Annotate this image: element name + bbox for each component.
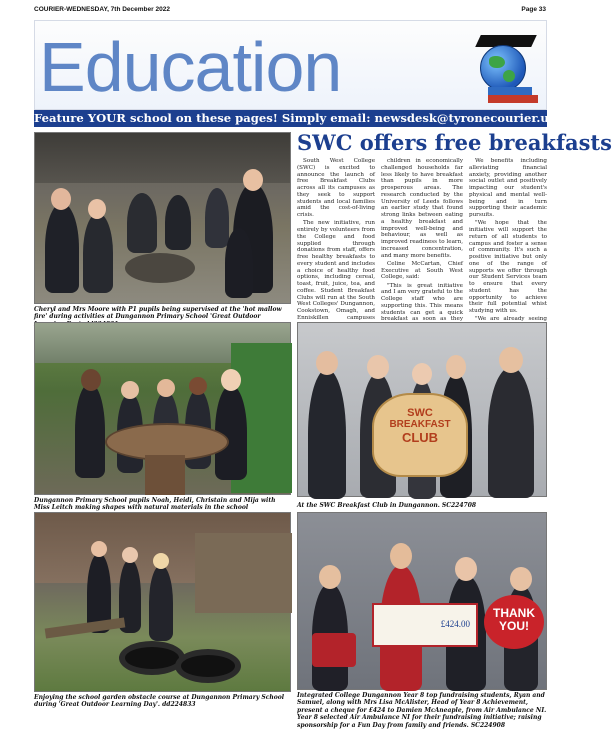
breakfast-club-sign: SWC BREAKFAST CLUB: [372, 393, 468, 477]
article-column-3: We benefits including alleviating financial anxiety, providing another social outlet and positively impacting our student's physical and mental well-being and in turn supporting their academic pursuits. "We hope that the initiative will support the return of all students to campus and foster a sense of community. It's such a positive initiative but only one of the range of supports we offer through our Student Services team to ensure that every student has the opportunity to achieve their full potential whist studying with us. "We are already seeing: [469, 158, 547, 323]
issue-date: COURIER-WEDNESDAY, 7th December 2022: [34, 6, 170, 13]
photo4-caption: Enjoying the school garden obstacle course at Dungannon Primary School during 'Great Outdoor Learning Day'. dd224833: [34, 694, 285, 709]
helicopter-model: [312, 633, 356, 667]
photo-fire-activity: [34, 132, 291, 304]
book-icon: [488, 87, 532, 95]
article-column-2: children in economically challenged households far less likely to have breakfast than pupils in more prosperous areas. The research conducted by the University of Leeds follows an earlier study that found strong links between eating a healthy breakfast and improved well-being and behaviour, as well as improved readiness to learn, increased concentration, and many more benefits. Celine McCartan, Chief Executive at South West College, said: "This is great initiative and I am very grateful to the College staff who are supporting this. This means students can get a quick breakfast as soon as they: [381, 158, 463, 323]
cheque: £424.00: [372, 603, 478, 647]
globe-icon: [480, 45, 526, 91]
photo5-caption: Integrated College Dungannon Year 8 top fundraising students, Ryan and Samuel, along with Mrs Lisa McAlister, Head of Year 8 Achievement, present a cheque for £424 to Damien McAneaple, from Air Ambulance NI. Year 8 selected Air Ambulance NI for their fundraising initiative; raising sponsorship for a Fun Day from family and friends. SC224908: [297, 692, 547, 729]
photo2-caption: Dungannon Primary School pupils Noah, Heidi, Christain and Mija with Miss Leitch making shapes with natural materials in the school: [34, 497, 276, 512]
page-number: Page 33: [521, 6, 546, 13]
thank-you-sign: THANK YOU!: [484, 595, 544, 649]
photo-school-garden: [34, 322, 291, 495]
photo-breakfast-club: [297, 322, 547, 497]
photo-obstacle-course: [34, 512, 291, 692]
section-banner: [34, 20, 547, 110]
book-icon: [488, 95, 538, 103]
article-column-1: South West College (SWC) is excited to announce the launch of free Breakfast Clubs across all its campuses as they seek to support students and local families amid the cost-of-living crisis. The new initiative, run entirely by volunteers from the College and food supplied through donations from staff, offers free healthy breakfasts to every student and includes a choice of healthy food options, including cereal, toast, fruit, juice, tea, and coffee. Student Breakfast Clubs will run at the South West Colleges' Dungannon, Cookstown, Omagh, and Enniskillen campuses: [297, 158, 375, 321]
section-title: Education: [39, 28, 342, 106]
running-header: [34, 6, 546, 18]
photo3-caption: At the SWC Breakfast Club in Dungannon. SC224708: [297, 502, 477, 509]
photo-cheque-presentation: [297, 512, 547, 690]
article-headline: SWC offers free breakfasts: [297, 130, 612, 155]
photo1-caption: Cheryl and Mrs Moore with P1 pupils being supervised at the 'hot mallow fire' during activities at Dungannon Primary School 'Great Outdoor: [34, 306, 282, 321]
email-banner: Feature YOUR school on these pages! Simply email: newsdesk@tyronecourier.uk.com: [34, 111, 588, 125]
